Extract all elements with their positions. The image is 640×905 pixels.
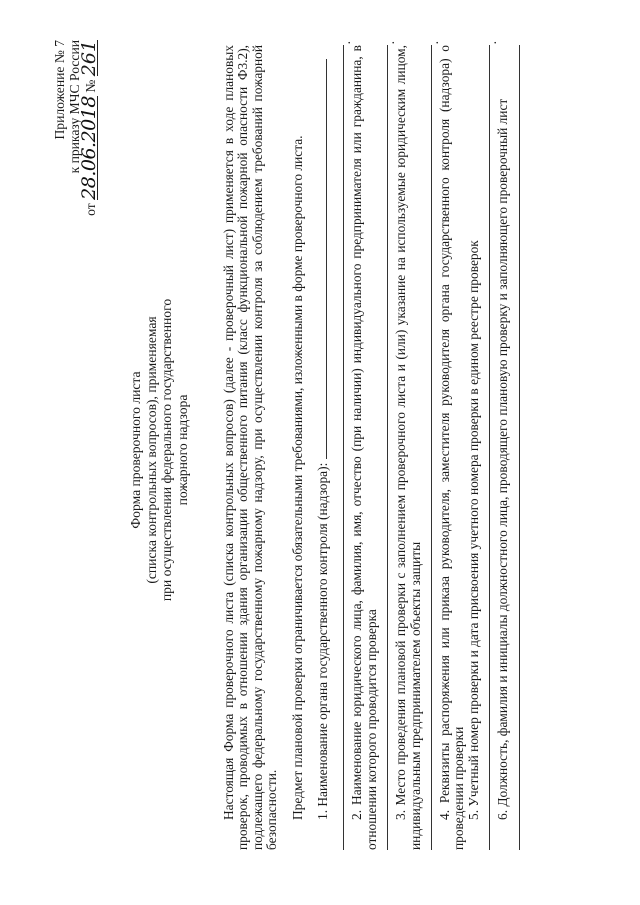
- item-2-fill-line: .: [383, 45, 388, 850]
- item-4: 4. Реквизиты распоряжения или приказа руководителя, заместителя руководителя органа государственного контроля (надзора) о проведении проверки: [437, 45, 467, 850]
- item-3-fill-line: .: [427, 45, 432, 850]
- title-line-3: при осуществлении федерального государственного: [159, 298, 175, 602]
- appendix-number: Приложение № 7: [52, 40, 67, 140]
- handwritten-number: 261: [78, 40, 100, 77]
- title-line-1: Форма проверочного листа: [128, 371, 143, 529]
- appendix-date-line: [78, 40, 100, 250]
- item-1: [316, 45, 330, 850]
- item-1-fill-line-2: .: [339, 45, 344, 850]
- appendix-block: [52, 40, 98, 250]
- document-body: [221, 41, 520, 850]
- title-line-4: пожарного надзора: [174, 394, 190, 506]
- item-2: 2. Наименование юридического лица, фамилия, имя, отчество (при наличии) индивидуального предпринимателя или гражданина, в отношении которого проводится проверка: [349, 45, 379, 850]
- item-5: 5. Учетный номер проверки и дата присвоения учетного номера проверки в едином реестре проверок: [465, 240, 481, 820]
- appendix-order-ref: к приказу МЧС России: [67, 40, 82, 174]
- item-1-fill-line: [326, 59, 327, 459]
- item-5-fill-line: .: [485, 45, 490, 850]
- item-3: 3. Место проведения плановой проверки с заполнением проверочного листа и (или) указание на используемые юридическим лицом, индивидуальным предпринимателем объекты защиты: [393, 45, 423, 850]
- subject-paragraph: Предмет плановой проверки ограничивается обязательными требованиями, изложенными в форме проверочного листа.: [289, 135, 305, 820]
- title-line-2: (списка контрольных вопросов), применяемая: [143, 316, 159, 584]
- date-prefix: от: [83, 203, 98, 216]
- item-6-fill-line: [515, 45, 520, 850]
- item-6: 6. Должность, фамилия и инициалы должностного лица, проводящего плановую проверку и заполняющего проверочный лист: [495, 98, 511, 820]
- item-1-text: 1. Наименование органа государственного контроля (надзора):: [315, 462, 331, 820]
- handwritten-date: 28.06.2018: [78, 96, 100, 200]
- document-title: [128, 195, 190, 705]
- number-prefix: №: [83, 79, 98, 93]
- intro-paragraph: Настоящая Форма проверочного листа (списка контрольных вопросов) (далее - проверочный лист) применяется в ходе плановых проверок, проводимых в отношении здания организации общественного питания (класс функциональной пожарной опасности Ф3.2), подлежащего федеральному государственному пожарному надзору, при осуществлении контроля за соблюдением требований пожарной безопасности.: [221, 45, 280, 850]
